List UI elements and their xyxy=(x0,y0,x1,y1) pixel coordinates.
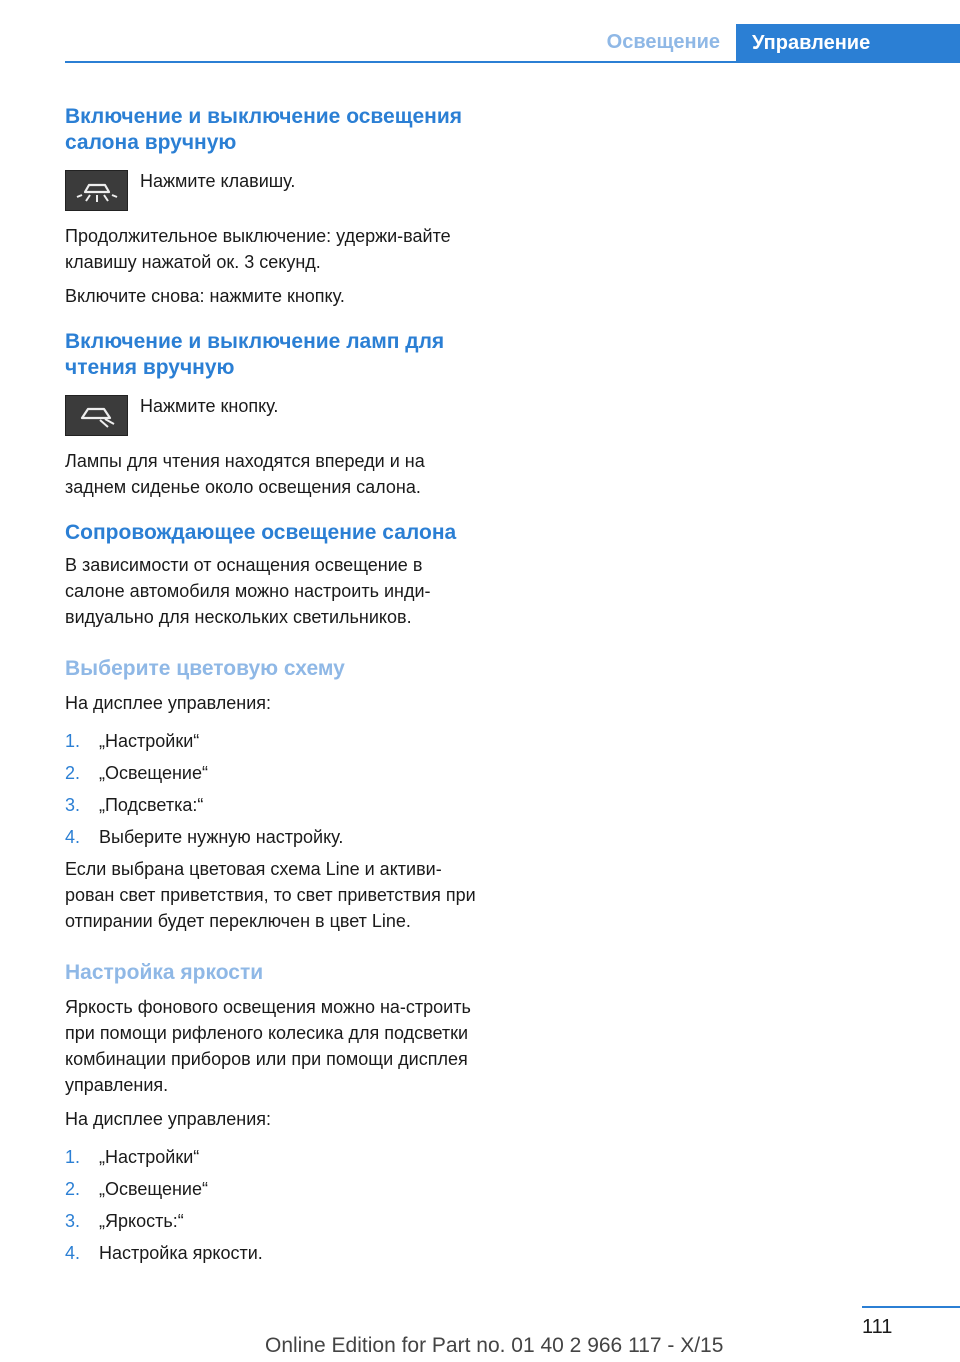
step-number: 3. xyxy=(65,1211,81,1231)
section-title-reading-lamps: Включение и выключение ламп для чтения вручную xyxy=(65,330,445,379)
paragraph-switch-on: Включите снова: нажмите кнопку. xyxy=(65,286,345,306)
list-item xyxy=(65,1176,485,1202)
paragraph-brightness: Яркость фонового освещения можно на-строить при помощи рифленого колесика для подсветки комбинации приборов или при помощи дисплея управления. xyxy=(65,997,471,1095)
step-number: 2. xyxy=(65,763,81,783)
step-text: „Яркость:“ xyxy=(99,1211,184,1231)
header-section-label: Освещение xyxy=(606,31,720,53)
step-text: Настройка яркости. xyxy=(99,1243,263,1263)
header-rule xyxy=(65,61,960,63)
reading-lamp-button-row xyxy=(65,395,485,436)
step-text: „Освещение“ xyxy=(99,763,208,783)
section-title-ambient-light: Сопровождающее освещение салона xyxy=(65,521,457,544)
paragraph-ambient-light: В зависимости от оснащения освещение в салоне автомобиля можно настроить инди-видуально для нескольких светильников. xyxy=(65,555,431,627)
step-text: „Подсветка:“ xyxy=(99,795,204,815)
section-title-color-scheme: Выберите цветовую схему xyxy=(65,657,345,680)
list-item xyxy=(65,760,485,786)
step-text: „Освещение“ xyxy=(99,1179,208,1199)
paragraph-line-scheme: Если выбрана цветовая схема Line и активи-рован свет приветствия, то свет приветствия при отпирании будет переключен в цвет Line. xyxy=(65,859,476,931)
list-item xyxy=(65,728,485,754)
steps-list-color-scheme xyxy=(65,728,485,850)
step-number: 1. xyxy=(65,731,81,751)
step-number: 4. xyxy=(65,827,81,847)
step-number: 3. xyxy=(65,795,81,815)
list-item xyxy=(65,1144,485,1170)
edition-note: Online Edition for Part no. 01 40 2 966 117 - X/15 xyxy=(265,1334,724,1357)
step-text: „Настройки“ xyxy=(99,731,200,751)
step-text: „Настройки“ xyxy=(99,1147,200,1167)
step-number: 1. xyxy=(65,1147,81,1167)
reading-lamp-icon xyxy=(65,395,128,436)
section-title-brightness: Настройка яркости xyxy=(65,961,264,984)
footer-rule xyxy=(862,1306,960,1308)
list-item xyxy=(65,1208,485,1234)
header-chapter-tab: Управление xyxy=(736,24,960,63)
paragraph-long-off: Продолжительное выключение: удержи-вайте клавишу нажатой ок. 3 секунд. xyxy=(65,226,451,272)
page-header xyxy=(0,0,960,64)
page-content xyxy=(65,104,485,1272)
step-text: Выберите нужную настройку. xyxy=(99,827,344,847)
interior-light-icon xyxy=(65,170,128,211)
step-number: 2. xyxy=(65,1179,81,1199)
interior-light-caption: Нажмите клавишу. xyxy=(140,171,296,191)
list-item xyxy=(65,1240,485,1266)
step-number: 4. xyxy=(65,1243,81,1263)
paragraph-display-intro-2: На дисплее управления: xyxy=(65,1109,272,1129)
paragraph-display-intro: На дисплее управления: xyxy=(65,693,272,713)
page-number: 111 xyxy=(862,1316,893,1338)
reading-lamp-caption: Нажмите кнопку. xyxy=(140,396,279,416)
interior-light-button-row xyxy=(65,170,485,211)
list-item xyxy=(65,792,485,818)
list-item xyxy=(65,824,485,850)
section-title-interior-light: Включение и выключение освещения салона вручную xyxy=(65,105,462,154)
steps-list-brightness xyxy=(65,1144,485,1266)
paragraph-reading-lamps: Лампы для чтения находятся впереди и на заднем сиденье около освещения салона. xyxy=(65,451,425,497)
